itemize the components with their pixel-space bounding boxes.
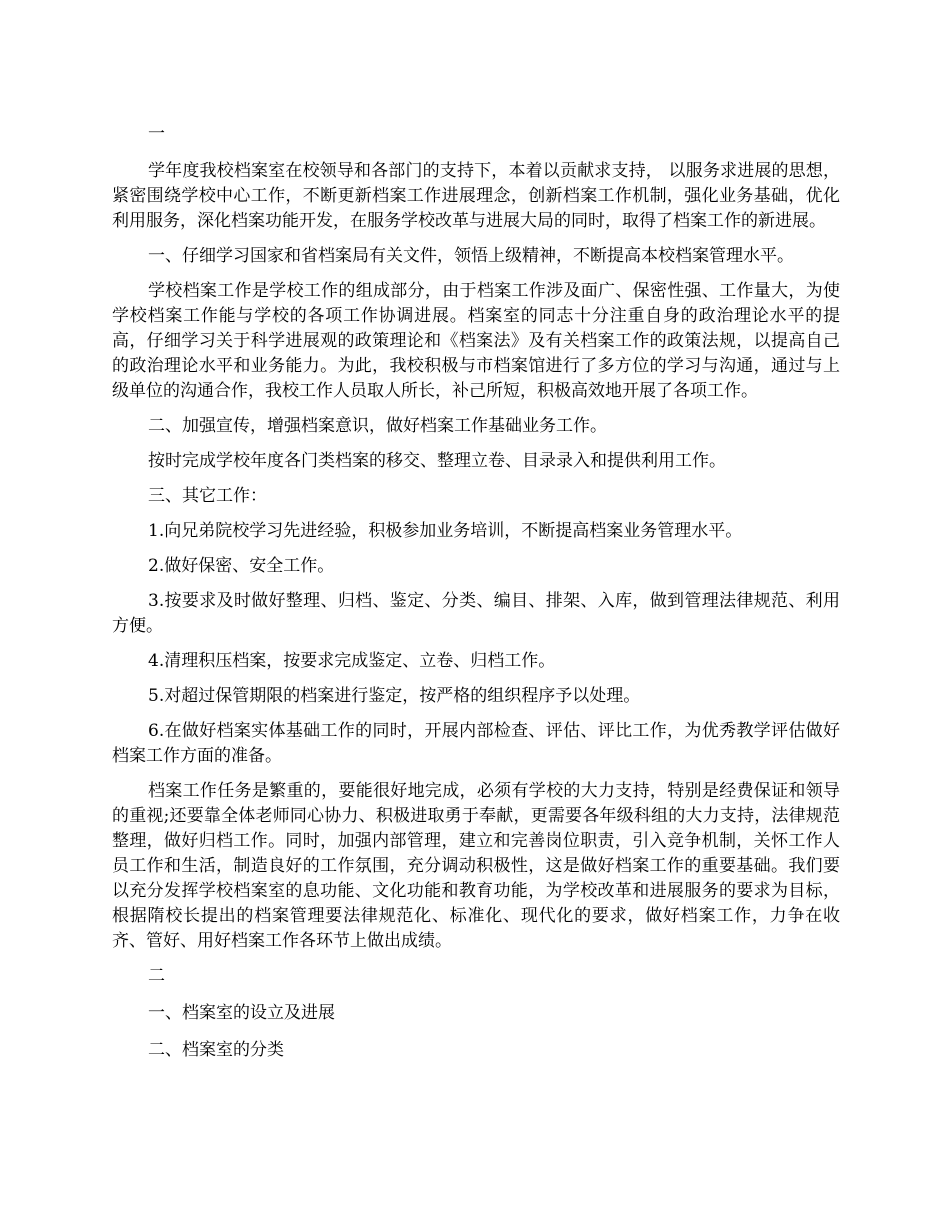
list-item-1: 1.向兄弟院校学习先进经验，积极参加业务培训，不断提高档案业务管理水平。 (148, 521, 743, 541)
point-three-heading: 三、其它工作： (148, 486, 267, 506)
list-item-5: 5.对超过保管期限的档案进行鉴定，按严格的组织程序予以处理。 (148, 686, 641, 706)
section-heading-one: 一 (148, 124, 165, 144)
conclusion-paragraph: 档案工作任务是繁重的，要能很好地完成，必须有学校的大力支持，特别是经费保证和领导的重视;还要靠全体老师同心协力、积极进取勇于奉献，更需要各年级科组的大力支持，法律规范整理，做好归档工作。同时，加强内部管理，建立和完善岗位职责，引入竞争机制，关怀工作人员工作和生活，制造良好的工作氛围，充分调动积极性，这是做好档案工作的重要基础。我们要以充分发挥学校档案室的息功能、文化功能和教育功能，为学校改革和进展服务的要求为目标，根据隋校长提出的档案管理要法律规范化、标准化、现代化的要求，做好档案工作，力争在收齐、管好、用好档案工作各环节上做出成绩。 (112, 781, 840, 951)
point-one-body: 学校档案工作是学校工作的组成部分，由于档案工作涉及面广、保密性强、工作量大，为使学校档案工作能与学校的各项工作协调进展。档案室的同志十分注重自身的政治理论水平的提高，仔细学习关于科学进展观的政策理论和《档案法》及有关档案工作的政策法规，以提高自己的政治理论水平和业务能力。为此，我校积极与市档案馆进行了多方位的学习与沟通，通过与上级单位的沟通合作，我校工作人员取人所长，补己所短，积极高效地开展了各项工作。 (112, 281, 840, 401)
subsection-heading-2: 二、档案室的分类 (148, 1040, 284, 1060)
list-item-2: 2.做好保密、安全工作。 (148, 556, 335, 576)
point-one-heading: 一、仔细学习国家和省档案局有关文件，领悟上级精神，不断提高本校档案管理水平。 (148, 246, 794, 266)
point-two-heading: 二、加强宣传，增强档案意识，做好档案工作基础业务工作。 (148, 416, 607, 436)
section-heading-two: 二 (148, 966, 165, 986)
intro-paragraph: 学年度我校档案室在校领导和各部门的支持下，本着以贡献求支持， 以服务求进展的思想，紧密围绕学校中心工作，不断更新档案工作进展理念，创新档案工作机制，强化业务基础，优化利用服务，深化档案功能开发，在服务学校改革与进展大局的同时，取得了档案工作的新进展。 (112, 161, 840, 231)
list-item-4: 4.清理积压档案，按要求完成鉴定、立卷、归档工作。 (148, 651, 556, 671)
point-two-body: 按时完成学校年度各门类档案的移交、整理立卷、目录录入和提供利用工作。 (148, 451, 726, 471)
document-page (112, 122, 840, 1075)
list-item-3: 3.按要求及时做好整理、归档、鉴定、分类、编目、排架、入库，做到管理法律规范、利用方便。 (112, 591, 840, 636)
list-item-6: 6.在做好档案实体基础工作的同时，开展内部检查、评估、评比工作，为优秀教学评估做好档案工作方面的准备。 (112, 721, 840, 766)
subsection-heading-1: 一、档案室的设立及进展 (148, 1003, 335, 1023)
